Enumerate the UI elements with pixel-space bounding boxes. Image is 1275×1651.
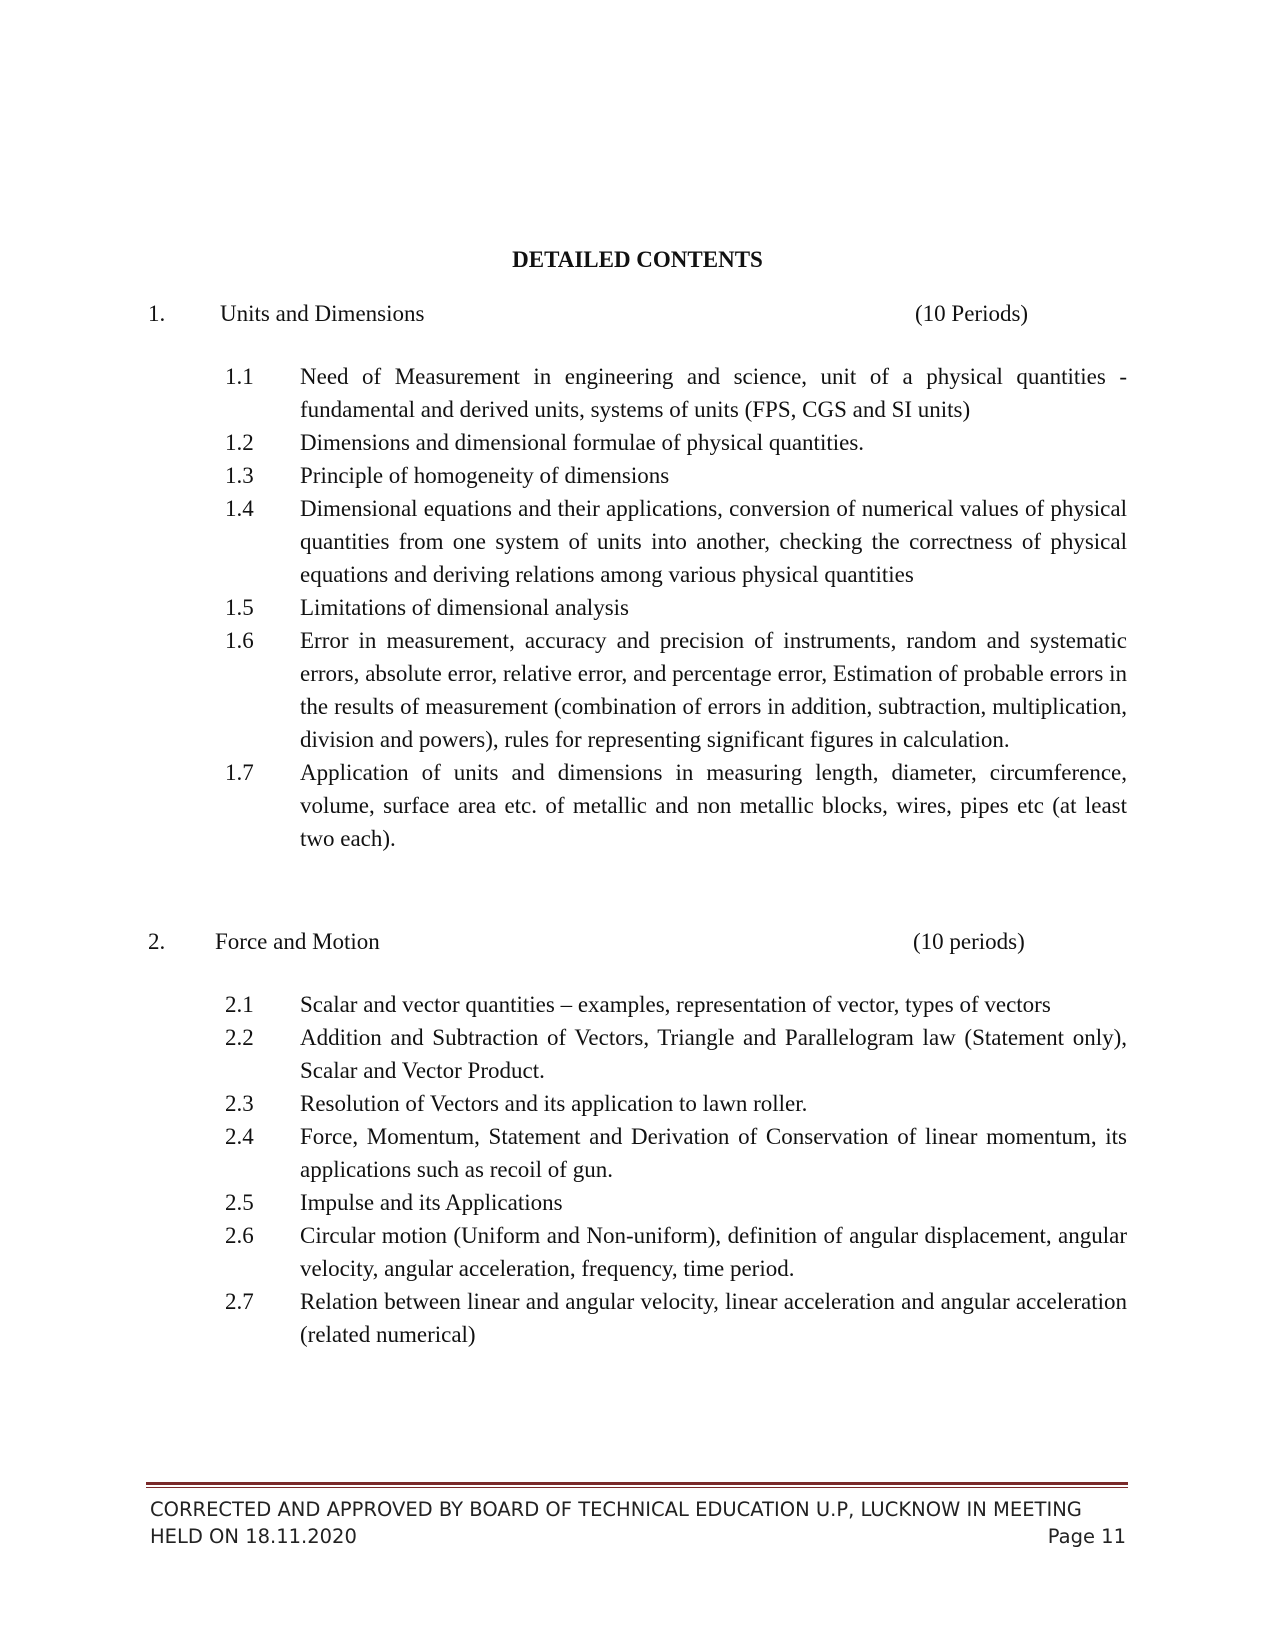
topic-number: 2.3 <box>225 1091 254 1116</box>
topic-number: 2.6 <box>225 1223 254 1248</box>
topic-item <box>0 1087 1127 1120</box>
topic-item <box>0 1120 1127 1186</box>
topic-number: 1.7 <box>225 760 254 785</box>
topic-text: Principle of homogeneity of dimensions <box>300 463 670 488</box>
topic-item <box>0 459 1127 492</box>
unit-title: Units and Dimensions <box>220 301 425 326</box>
unit-1-heading <box>0 297 1275 330</box>
topic-number: 1.1 <box>225 364 254 389</box>
footer-approval-line: CORRECTED AND APPROVED BY BOARD OF TECHNICAL EDUCATION U.P, LUCKNOW IN MEETING <box>150 1498 1082 1521</box>
page-title: DETAILED CONTENTS <box>512 247 763 272</box>
unit-2-topic-list <box>0 988 1275 1351</box>
topic-text: Relation between linear and angular velocity, linear acceleration and angular acceleration (related numerical) <box>300 1289 1127 1347</box>
topic-number: 1.4 <box>225 496 254 521</box>
topic-text: Circular motion (Uniform and Non-uniform), definition of angular displacement, angular velocity, angular acceleration, frequency, time period. <box>300 1223 1127 1281</box>
topic-number: 1.6 <box>225 628 254 653</box>
topic-number: 1.3 <box>225 463 254 488</box>
topic-number: 1.5 <box>225 595 254 620</box>
topic-text: Resolution of Vectors and its application to lawn roller. <box>300 1091 808 1116</box>
topic-text: Impulse and its Applications <box>300 1190 563 1215</box>
topic-text: Scalar and vector quantities – examples, representation of vector, types of vectors <box>300 992 1051 1017</box>
unit-2-heading <box>0 925 1275 958</box>
topic-text: Limitations of dimensional analysis <box>300 595 629 620</box>
topic-text: Error in measurement, accuracy and precision of instruments, random and systematic errors, absolute error, relative error, and percentage error, Estimation of probable errors in the results of measurement (combination of errors in addition, subtraction, multiplication, division and powers), rules for representing significant figures in calculation. <box>300 628 1127 752</box>
footer-second-line <box>150 1523 1126 1550</box>
topic-item <box>0 591 1127 624</box>
topic-item <box>0 492 1127 591</box>
topic-item <box>0 988 1127 1021</box>
topic-number: 2.5 <box>225 1190 254 1215</box>
topic-text: Dimensional equations and their applications, conversion of numerical values of physical quantities from one system of units into another, checking the correctness of physical equations and deriving relations among various physical quantities <box>300 496 1127 587</box>
topic-text: Need of Measurement in engineering and science, unit of a physical quantities - fundamental and derived units, systems of units (FPS, CGS and SI units) <box>300 364 1127 422</box>
unit-number: 2. <box>148 929 166 954</box>
topic-item <box>0 426 1127 459</box>
topic-number: 2.7 <box>225 1289 254 1314</box>
topic-number: 2.4 <box>225 1124 254 1149</box>
topic-item <box>0 1021 1127 1087</box>
unit-number: 1. <box>148 301 166 326</box>
unit-title: Force and Motion <box>215 929 380 954</box>
page-footer <box>150 1496 1126 1550</box>
topic-item <box>0 1186 1127 1219</box>
topic-item <box>0 1219 1127 1285</box>
unit-periods: (10 Periods) <box>915 301 1029 326</box>
topic-number: 2.1 <box>225 992 254 1017</box>
unit-periods: (10 periods) <box>913 929 1025 954</box>
footer-meeting-date: HELD ON 18.11.2020 <box>150 1525 357 1548</box>
topic-item <box>0 756 1127 855</box>
topic-item <box>0 624 1127 756</box>
topic-text: Application of units and dimensions in measuring length, diameter, circumference, volume, surface area etc. of metallic and non metallic blocks, wires, pipes etc (at least two each). <box>300 760 1127 851</box>
topic-text: Addition and Subtraction of Vectors, Triangle and Parallelogram law (Statement only), Scalar and Vector Product. <box>300 1025 1127 1083</box>
topic-number: 1.2 <box>225 430 254 455</box>
topic-item <box>0 1285 1127 1351</box>
page-number: Page 11 <box>1047 1525 1126 1548</box>
topic-text: Dimensions and dimensional formulae of physical quantities. <box>300 430 865 455</box>
topic-text: Force, Momentum, Statement and Derivation of Conservation of linear momentum, its applications such as recoil of gun. <box>300 1124 1127 1182</box>
topic-number: 2.2 <box>225 1025 254 1050</box>
footer-divider-thin <box>146 1487 1128 1488</box>
topic-item <box>0 360 1127 426</box>
unit-1-topic-list <box>0 360 1275 855</box>
footer-divider <box>146 1482 1128 1485</box>
